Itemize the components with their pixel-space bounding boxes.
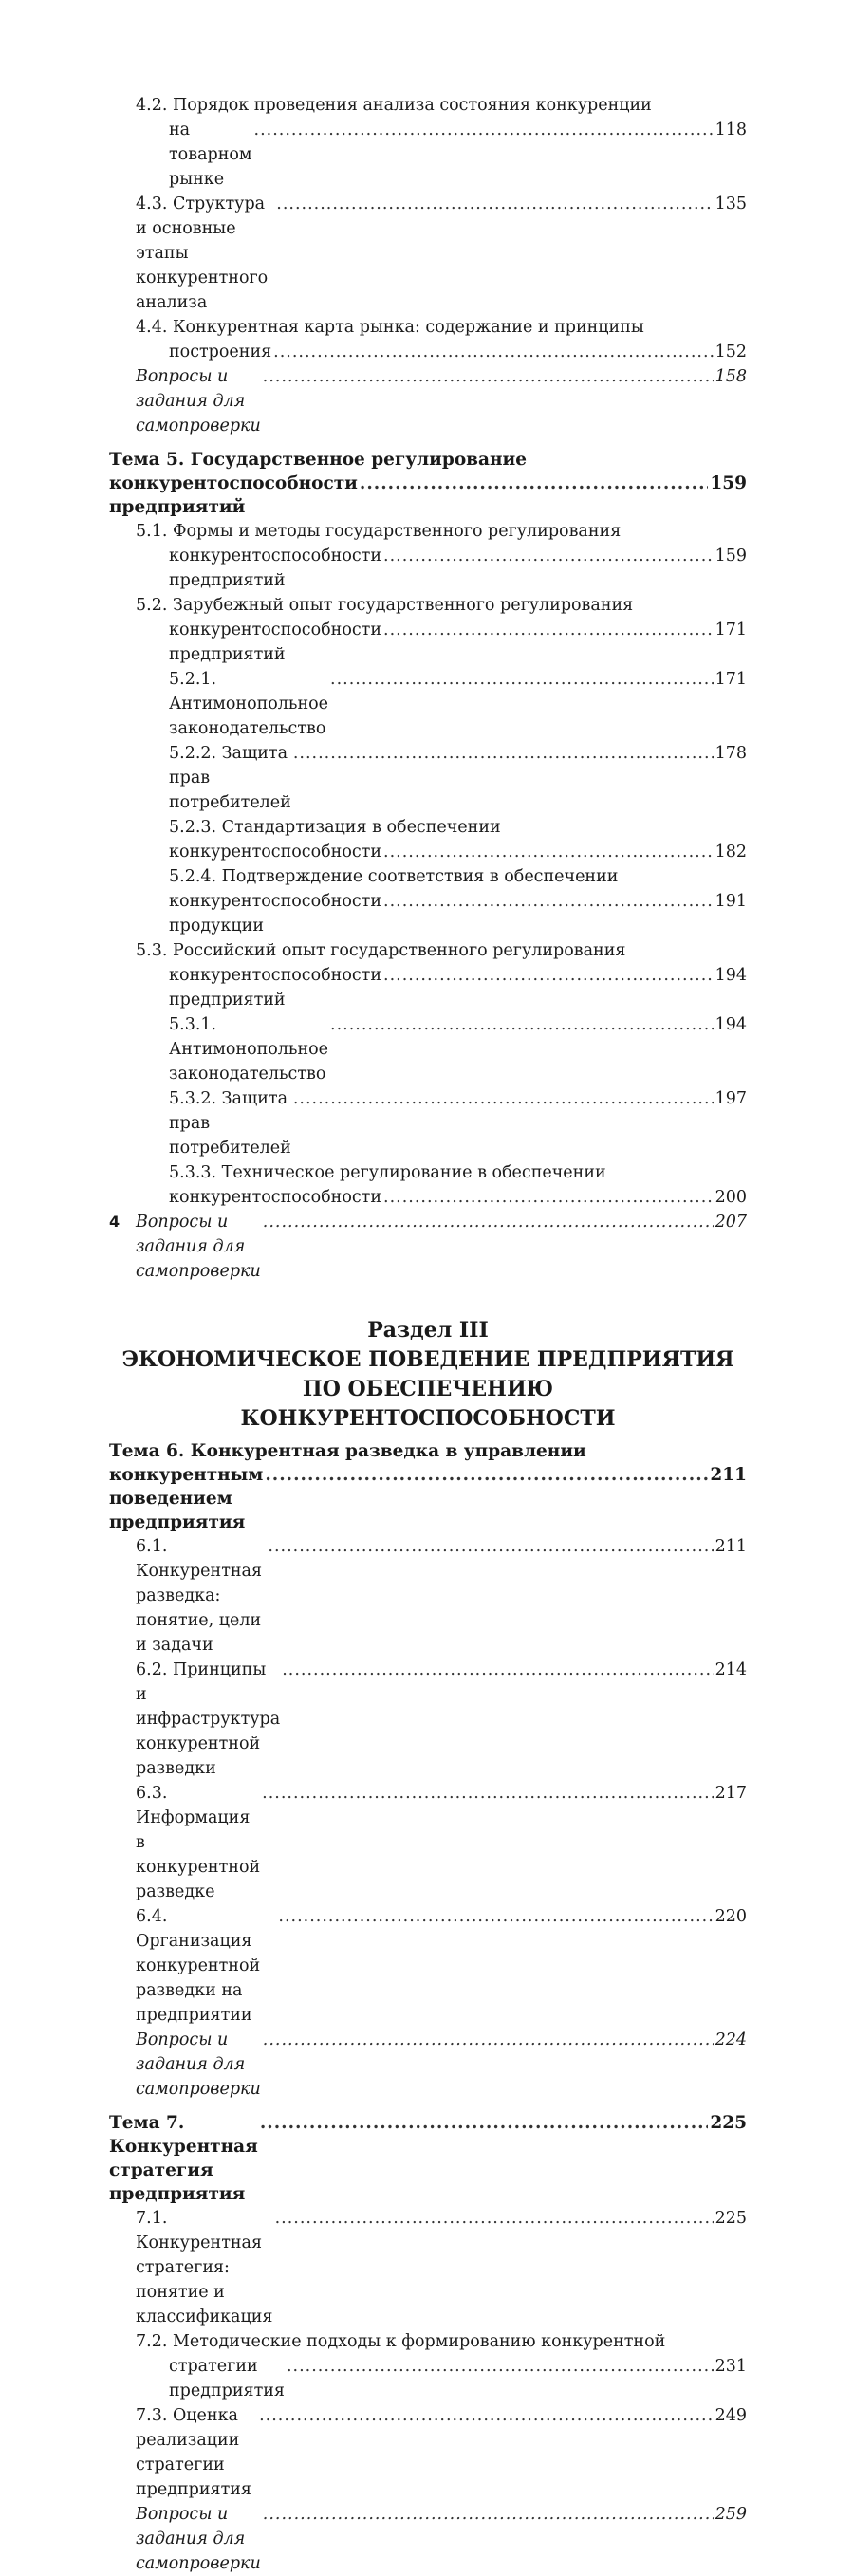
toc-entry[interactable] <box>109 741 747 815</box>
toc-entry[interactable] <box>109 1904 747 2028</box>
toc-page-number: 224 <box>715 2030 747 2049</box>
leader-dots <box>265 1463 708 1487</box>
table-of-contents <box>109 93 747 2576</box>
toc-page-number: 191 <box>715 892 747 911</box>
toc-page-number: 197 <box>715 1089 747 1108</box>
leader-dots <box>263 2502 714 2527</box>
toc-questions-entry[interactable] <box>109 364 747 438</box>
toc-group-topic7 <box>109 2206 747 2576</box>
toc-questions-entry[interactable] <box>109 2028 747 2102</box>
toc-entry-line: 5.3.3. Техническое регулирование в обеспечении <box>169 1163 606 1182</box>
toc-entry-line: 6.3. Информация в конкурентной разведке <box>136 1784 261 1901</box>
leader-dots <box>330 667 714 692</box>
toc-page-number: 135 <box>715 195 747 213</box>
toc-group-topic5 <box>109 519 747 1284</box>
toc-page-number: 249 <box>715 2406 747 2425</box>
toc-entry[interactable] <box>109 1534 747 1658</box>
toc-entry-line: конкурентоспособности предприятий <box>169 621 382 664</box>
toc-page-number: 152 <box>715 343 747 361</box>
toc-page-number: 171 <box>715 670 747 689</box>
toc-entry-line: 6.1. Конкурентная разведка: понятие, цели и задачи <box>136 1537 263 1655</box>
leader-dots <box>263 364 714 389</box>
toc-questions-entry[interactable] <box>109 2502 747 2576</box>
toc-entry[interactable] <box>109 2403 747 2502</box>
toc-group-topic4-tail <box>109 93 747 438</box>
toc-page-number: 194 <box>715 966 747 985</box>
toc-entry-line: 5.2.2. Защита прав потребителей <box>169 744 291 812</box>
toc-page-number: 217 <box>715 1784 747 1803</box>
section-title-line: ПО ОБЕСПЕЧЕНИЮ <box>302 1377 554 1401</box>
toc-entry[interactable] <box>109 1012 747 1086</box>
toc-entry-line: стратегии предприятия <box>169 2357 285 2400</box>
toc-entry-line: 5.2.3. Стандартизация в обеспечении <box>169 818 501 837</box>
toc-entry-line: 5.2. Зарубежный опыт государственного регулирования <box>136 596 634 615</box>
toc-page-number: 118 <box>715 120 747 139</box>
toc-entry[interactable] <box>109 1781 747 1904</box>
toc-questions-entry[interactable] <box>109 1210 747 1284</box>
toc-page-number: 194 <box>715 1015 747 1034</box>
toc-entry-line: Вопросы и задания для самопроверки <box>136 2030 261 2099</box>
toc-topic-5[interactable] <box>109 448 747 519</box>
toc-topic-6[interactable] <box>109 1439 747 1534</box>
toc-page-number: 225 <box>715 2209 747 2228</box>
leader-dots <box>383 840 714 864</box>
leader-dots <box>360 472 708 495</box>
toc-entry-line: 6.4. Организация конкурентной разведки на предприятии <box>136 1907 261 2025</box>
toc-topic-title-line: Тема 5. Государственное регулирование <box>109 450 528 470</box>
toc-entry-line: конкурентоспособности предприятий <box>169 966 382 1010</box>
toc-page-number: 231 <box>715 2357 747 2376</box>
toc-page-number: 211 <box>715 1537 747 1556</box>
leader-dots <box>254 118 714 142</box>
toc-page-number: 214 <box>715 1660 747 1679</box>
toc-entry-line: Вопросы и задания для самопроверки <box>136 367 261 436</box>
toc-page-number: 178 <box>715 744 747 763</box>
toc-entry[interactable] <box>109 1160 747 1210</box>
leader-dots <box>278 1904 713 1929</box>
leader-dots <box>262 1781 713 1806</box>
leader-dots <box>383 618 714 642</box>
toc-entry-line: Вопросы и задания для самопроверки <box>136 2505 261 2573</box>
toc-entry-line: 6.2. Принципы и инфраструктура конкурентной разведки <box>136 1660 281 1778</box>
toc-entry-line: 7.3. Оценка реализации стратегии предприятия <box>136 2406 251 2499</box>
toc-entry[interactable] <box>109 864 747 938</box>
toc-entry-line: на товарном рынке <box>169 120 252 189</box>
toc-entry-line: 4.2. Порядок проведения анализа состояния конкуренции <box>136 96 652 115</box>
leader-dots <box>282 1658 713 1682</box>
toc-topic-title-line: Тема 7. Конкурентная стратегия предприятия <box>109 2113 258 2204</box>
toc-entry-line: 5.3.1. Антимонопольное законодательство <box>169 1015 329 1084</box>
toc-group-topic6 <box>109 1534 747 2102</box>
toc-page-number: 171 <box>715 621 747 639</box>
leader-dots <box>276 192 713 216</box>
toc-page-number: 207 <box>715 1213 747 1232</box>
toc-page-number: 211 <box>710 1465 747 1485</box>
toc-entry-line: 5.2.4. Подтверждение соответствия в обеспечении <box>169 867 619 886</box>
toc-entry[interactable] <box>109 667 747 741</box>
leader-dots <box>330 1012 714 1037</box>
section-title-line: КОНКУРЕНТОСПОСОБНОСТИ <box>240 1406 616 1431</box>
toc-page-number: 200 <box>715 1188 747 1207</box>
page-number: 4 <box>109 1213 121 1231</box>
toc-page-number: 159 <box>715 547 747 565</box>
leader-dots <box>275 2206 714 2231</box>
leader-dots <box>287 2354 714 2379</box>
toc-entry-line: конкурентоспособности <box>169 843 382 862</box>
leader-dots <box>260 2111 709 2135</box>
leader-dots <box>293 1086 714 1111</box>
leader-dots <box>273 340 713 364</box>
toc-entry-line: 4.4. Конкурентная карта рынка: содержание и принципы <box>136 318 644 337</box>
toc-topic-title-line: Тема 6. Конкурентная разведка в управлении <box>109 1441 586 1461</box>
toc-entry[interactable] <box>109 815 747 864</box>
toc-entry[interactable] <box>109 2329 747 2403</box>
toc-entry-line: 5.1. Формы и методы государственного регулирования <box>136 522 622 541</box>
section-title-line: ЭКОНОМИЧЕСКОЕ ПОВЕДЕНИЕ ПРЕДПРИЯТИЯ <box>121 1347 734 1372</box>
toc-entry-line: Вопросы и задания для самопроверки <box>136 1213 261 1281</box>
leader-dots <box>263 1210 714 1234</box>
toc-entry[interactable] <box>109 938 747 1012</box>
toc-entry[interactable] <box>109 1658 747 1781</box>
toc-topic-title-line: конкурентным поведением предприятия <box>109 1465 264 1532</box>
toc-entry-line: 4.3. Структура и основные этапы конкурентного анализа <box>136 195 269 312</box>
toc-entry-line: 7.1. Конкурентная стратегия: понятие и классификация <box>136 2209 273 2326</box>
toc-page-number: 259 <box>715 2505 747 2524</box>
leader-dots <box>383 889 714 914</box>
toc-entry-line: конкурентоспособности предприятий <box>169 547 382 590</box>
toc-page-number: 159 <box>710 473 747 493</box>
leader-dots <box>383 1185 714 1210</box>
toc-entry[interactable] <box>109 315 747 364</box>
leader-dots <box>263 2028 714 2052</box>
section-label: Раздел III <box>367 1318 489 1343</box>
toc-entry-line: 7.2. Методические подходы к формированию конкурентной <box>136 2332 666 2351</box>
toc-entry-line: 5.3.2. Защита прав потребителей <box>169 1089 291 1158</box>
toc-page-number: 220 <box>715 1907 747 1926</box>
toc-entry[interactable] <box>109 192 747 315</box>
toc-entry[interactable] <box>109 93 747 192</box>
toc-entry[interactable] <box>109 1086 747 1160</box>
toc-topic-title-line: конкурентоспособности предприятий <box>109 473 358 517</box>
leader-dots <box>268 1534 713 1559</box>
section-heading <box>109 1316 747 1434</box>
toc-page-number: 158 <box>715 367 747 386</box>
toc-entry[interactable] <box>109 2206 747 2329</box>
leader-dots <box>293 741 714 766</box>
toc-entry-line: конкурентоспособности продукции <box>169 892 382 936</box>
toc-topic-7[interactable] <box>109 2111 747 2206</box>
toc-entry-line: 5.2.1. Антимонопольное законодательство <box>169 670 329 738</box>
leader-dots <box>383 544 714 568</box>
toc-entry-line: построения <box>169 343 272 361</box>
toc-entry-line: 5.3. Российский опыт государственного регулирования <box>136 941 626 960</box>
toc-entry[interactable] <box>109 593 747 667</box>
toc-entry-line: конкурентоспособности <box>169 1188 382 1207</box>
toc-entry[interactable] <box>109 519 747 593</box>
toc-page-number: 182 <box>715 843 747 862</box>
leader-dots <box>383 963 714 988</box>
toc-page-number: 225 <box>710 2113 747 2133</box>
leader-dots <box>259 2403 714 2428</box>
